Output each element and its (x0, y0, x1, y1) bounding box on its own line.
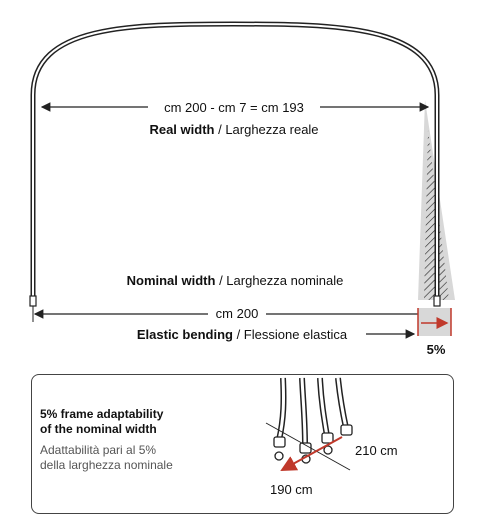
elastic-box (418, 308, 451, 336)
real-width-formula: cm 200 - cm 7 = cm 193 (164, 100, 304, 115)
elastic-bending-label-en: Elastic bending (136, 327, 233, 342)
nominal-width-label: Nominal width / Larghezza nominale (126, 273, 344, 288)
elastic-bending-label-it: Flessione elastica (243, 327, 348, 342)
nominal-width-value: cm 200 (215, 306, 259, 321)
real-width-label-en: Real width (149, 122, 215, 137)
nominal-width-label-en: Nominal width (126, 273, 216, 288)
arch-frame-outer (33, 24, 437, 300)
dim-long-label: 210 cm (355, 443, 398, 458)
dim-short-label: 190 cm (270, 482, 313, 497)
left-leg-tip (30, 296, 36, 306)
elastic-bending-label: Elastic bending / Flessione elastica (136, 327, 348, 342)
panel-sub-line2: della larghezza nominale (40, 458, 173, 472)
panel-title-line1: 5% frame adaptability (40, 407, 164, 421)
arch-frame-inner (33, 24, 437, 300)
nominal-width-label-it: Larghezza nominale (226, 273, 344, 288)
real-width-label-it: Larghezza reale (225, 122, 319, 137)
panel-sub-line1: Adattabilità pari al 5% (40, 443, 157, 457)
panel-title-line2: of the nominal width (40, 422, 157, 436)
elastic-percent: 5% (426, 342, 446, 357)
right-leg-tip (434, 296, 440, 306)
real-width-label: Real width / Larghezza reale (149, 122, 319, 137)
